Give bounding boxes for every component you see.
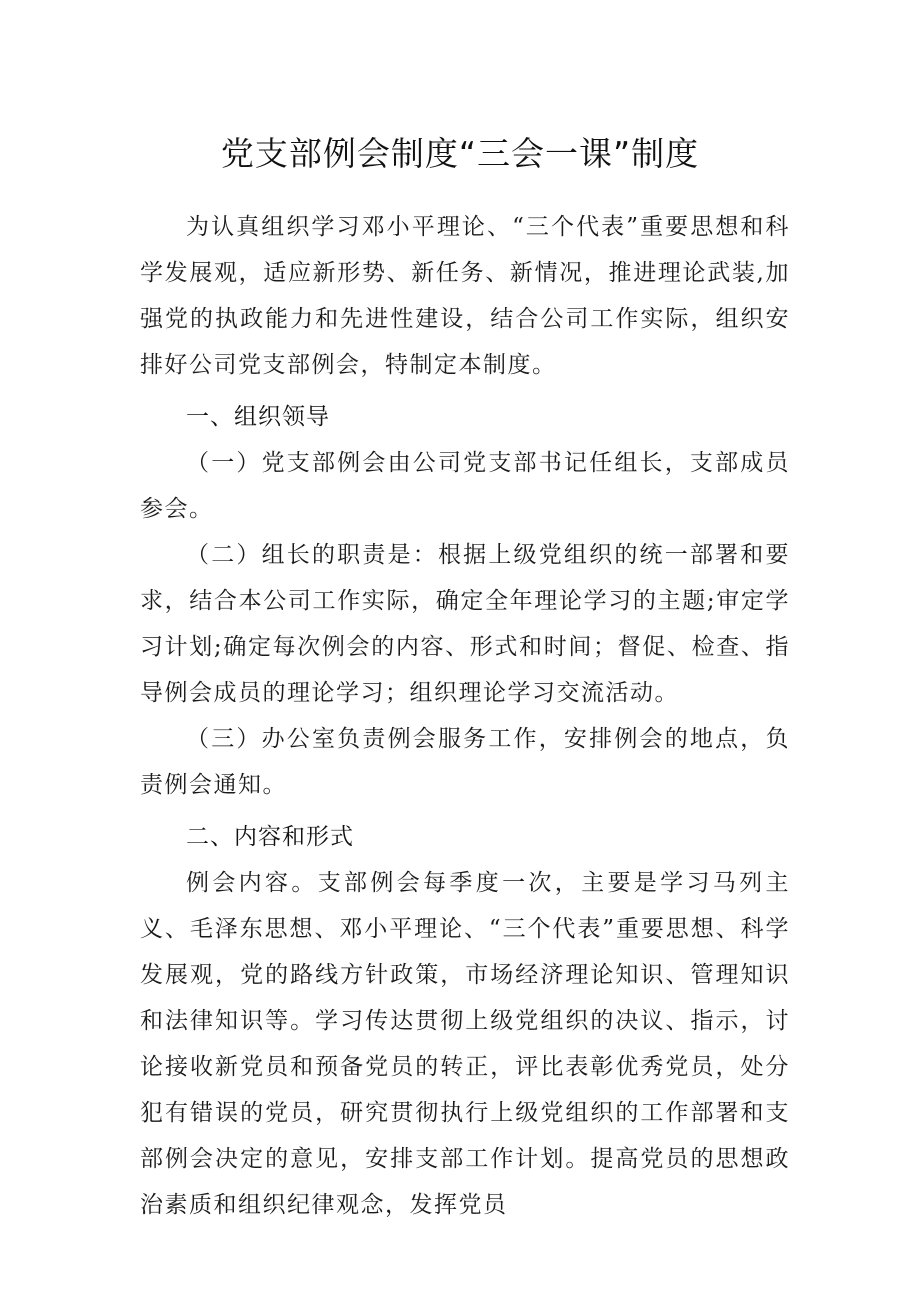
section1-item-1: （一）党支部例会由公司党支部书记任组长，支部成员参会。 (140, 450, 790, 522)
section1-item-3: （三）办公室负责例会服务工作，安排例会的地点，负责例会通知。 (140, 726, 790, 798)
section-heading-organization: 一、组织领导 (186, 404, 330, 430)
section-heading-content: 二、内容和形式 (186, 824, 354, 850)
document-title: 党支部例会制度“三会一课”制度 (220, 134, 700, 173)
document-body (140, 204, 790, 1228)
intro-paragraph: 为认真组织学习邓小平理论、“三个代表”重要思想和科学发展观，适应新形势、新任务、新情况，推进理论武装,加强党的执政能力和先进性建设，结合公司工作实际，组织安排好公司党支部例会，特制定本制度。 (140, 214, 790, 378)
section1-item-2: （二）组长的职责是：根据上级党组织的统一部署和要求，结合本公司工作实际，确定全年理论学习的主题;审定学习计划;确定每次例会的内容、形式和时间；督促、检查、指导例会成员的理论学习；组织理论学习交流活动。 (140, 542, 790, 706)
section2-paragraph: 例会内容。支部例会每季度一次，主要是学习马列主义、毛泽东思想、邓小平理论、“三个代表”重要思想、科学发展观，党的路线方针政策，市场经济理论知识、管理知识和法律知识等。学习传达贯彻上级党组织的决议、指示，讨论接收新党员和预备党员的转正，评比表彰优秀党员，处分犯有错误的党员，研究贯彻执行上级党组织的工作部署和支部例会决定的意见，安排支部工作计划。提高党员的思想政治素质和组织纪律观念，发挥党员 (140, 870, 790, 1218)
